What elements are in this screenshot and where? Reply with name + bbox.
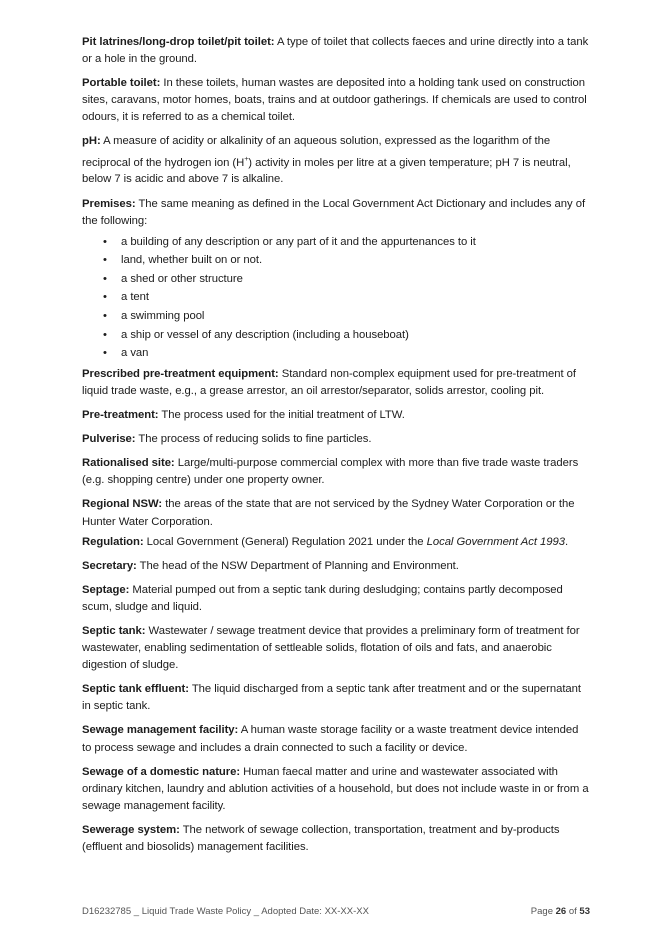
list-item: • a swimming pool bbox=[82, 308, 590, 327]
definition-text: A type of toilet that collects faeces and urine directly into a tank or a hole in the ground. bbox=[82, 36, 589, 66]
total-pages: 53 bbox=[579, 906, 590, 917]
definition-term: Secretary: bbox=[82, 559, 137, 572]
definition-text: The head of the NSW Department of Planning and Environment. bbox=[139, 559, 459, 572]
definition-sewage-of-a-domestic-nature bbox=[82, 764, 590, 815]
definition-regulation bbox=[82, 534, 590, 551]
definition-term: Pre-treatment: bbox=[82, 409, 159, 422]
definition-prescribed-pre-treatment-equipment bbox=[82, 366, 590, 400]
definition-text: Standard non-complex equipment used for pre-treatment of liquid trade waste, e.g., a grease arrestor, an oil arrestor/separator, solids arrestor, cooling pit. bbox=[82, 367, 576, 397]
definition-term: Sewage of a domestic nature: bbox=[82, 765, 241, 778]
definition-term: Portable toilet: bbox=[82, 77, 161, 90]
definition-text: ) activity in moles per litre at a given temperature; pH 7 is neutral, below 7 is acidic and above 7 is alkaline. bbox=[82, 156, 571, 186]
list-item: • a tent bbox=[82, 289, 590, 308]
document-body bbox=[82, 34, 590, 863]
definition-text: Large/multi-purpose commercial complex with more than five trade waste traders (e.g. shopping centre) under one property owner. bbox=[82, 457, 579, 487]
page-prefix: Page bbox=[530, 906, 553, 917]
definition-term: Regulation: bbox=[82, 535, 144, 548]
definition-septic-tank-effluent bbox=[82, 681, 590, 715]
definition-term: Sewerage system: bbox=[82, 823, 180, 836]
definition-text: The network of sewage collection, transportation, treatment and by-products (effluent and biosolids) management facilities. bbox=[82, 823, 560, 854]
definition-text: In these toilets, human wastes are deposited into a holding tank used on construction sites, caravans, motor homes, boats, trains and at outdoor gatherings. If chemicals are used to control odours, it is referred to as a chemical toilet. bbox=[82, 77, 587, 124]
definition-pulverise bbox=[82, 431, 590, 448]
definition-text: A human waste storage facility or a waste treatment device intended to process sewage and includes a drain connected to such a facility or device. bbox=[82, 724, 579, 754]
definition-term: Sewage management facility: bbox=[82, 724, 239, 737]
definition-text: Local Government (General) Regulation 2021 under the bbox=[146, 535, 424, 548]
definition-text: A measure of acidity or alkalinity of an aqueous solution, expressed as the logarithm of the reciprocal of the hydrogen ion (H bbox=[82, 135, 551, 169]
page-number bbox=[531, 906, 590, 917]
document-reference: D16232785 _ Liquid Trade Waste Policy _ Adopted Date: XX-XX-XX bbox=[82, 906, 369, 917]
list-item: • a shed or other structure bbox=[82, 271, 590, 290]
definition-term: Regional NSW: bbox=[82, 498, 163, 511]
definition-term: Rationalised site: bbox=[82, 457, 175, 470]
definition-regional-nsw bbox=[82, 496, 590, 530]
definition-ph bbox=[82, 133, 590, 188]
definition-text: The process used for the initial treatment of LTW. bbox=[161, 409, 405, 422]
page-of: of bbox=[568, 906, 577, 917]
definition-term: Pulverise: bbox=[82, 433, 136, 446]
definition-portable-toilet bbox=[82, 75, 590, 126]
definition-term: Premises: bbox=[82, 197, 136, 210]
definition-text: The process of reducing solids to fine particles. bbox=[138, 433, 372, 446]
superscript-plus: + bbox=[244, 155, 249, 163]
list-item: • a van bbox=[82, 345, 590, 364]
definition-rationalised-site bbox=[82, 455, 590, 489]
act-title: Local Government Act 1993 bbox=[426, 535, 565, 548]
page-footer bbox=[82, 906, 590, 920]
current-page: 26 bbox=[555, 906, 567, 917]
definition-text: Human faecal matter and urine and wastewater associated with ordinary kitchen, laundry and ablution activities of a household, but does not include waste in or from a sewage management facility. bbox=[82, 765, 589, 812]
list-item: • a building of any description or any part of it and the appurtenances to it bbox=[82, 234, 590, 253]
definition-septage bbox=[82, 582, 590, 616]
definition-text: the areas of the state that are not serviced by the Sydney Water Corporation or the Hunter Water Corporation. bbox=[82, 498, 575, 528]
definition-sewerage-system bbox=[82, 822, 590, 856]
definition-premises bbox=[82, 196, 590, 230]
definition-text: Material pumped out from a septic tank during desludging; contains partly decomposed scum, sludge and liquid. bbox=[82, 583, 563, 613]
list-item: • a ship or vessel of any description (including a houseboat) bbox=[82, 327, 590, 346]
definition-term: Septage: bbox=[82, 583, 130, 596]
definition-text: The liquid discharged from a septic tank after treatment and or the supernatant in septic tank. bbox=[82, 683, 581, 713]
definition-term: Pit latrines/long-drop toilet/pit toilet: bbox=[82, 36, 275, 48]
definition-term: pH: bbox=[82, 135, 101, 148]
definition-term: Septic tank: bbox=[82, 624, 146, 637]
definition-sewage-management-facility bbox=[82, 722, 590, 756]
definition-term: Prescribed pre-treatment equipment: bbox=[82, 367, 279, 380]
definition-term: Septic tank effluent: bbox=[82, 683, 189, 696]
definition-septic-tank bbox=[82, 623, 590, 674]
definition-secretary bbox=[82, 558, 590, 575]
definition-text: Wastewater / sewage treatment device that provides a preliminary form of treatment for wastewater, enabling sedimentation of settleable solids, flotation of oils and fats, and anaerobic digestion of sludge. bbox=[82, 624, 580, 672]
list-item: • land, whether built on or not. bbox=[82, 252, 590, 271]
definition-pre-treatment bbox=[82, 407, 590, 424]
definition-pit-latrines bbox=[82, 34, 590, 68]
premises-list bbox=[82, 234, 590, 364]
definition-text: The same meaning as defined in the Local Government Act Dictionary and includes any of the following: bbox=[82, 197, 586, 227]
definition-text: . bbox=[565, 535, 569, 548]
